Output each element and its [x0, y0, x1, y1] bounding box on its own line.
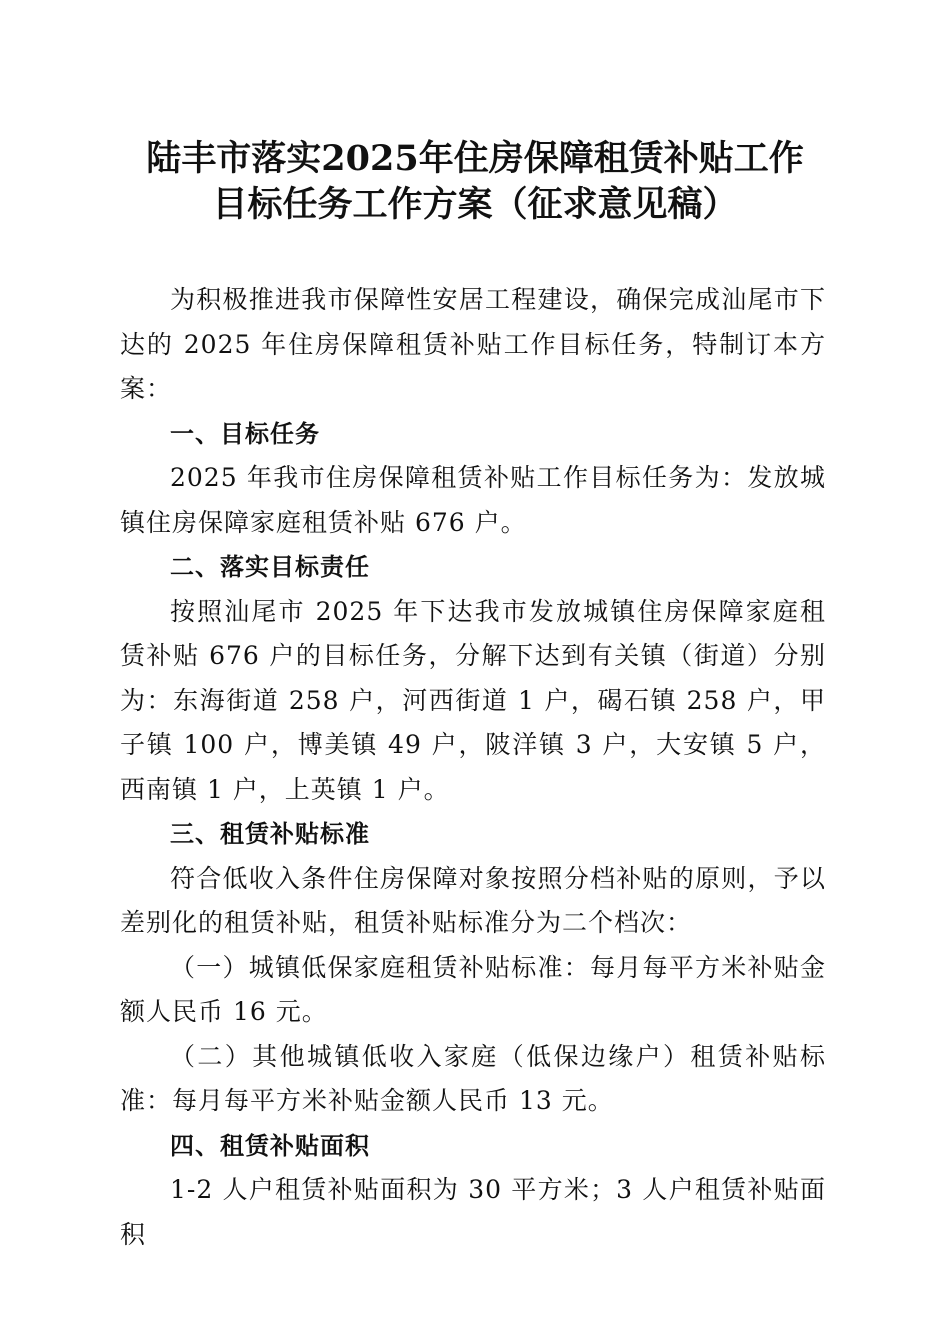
section-1-paragraph: 2025 年我市住房保障租赁补贴工作目标任务为：发放城镇住房保障家庭租赁补贴 676 户。 [120, 463, 826, 537]
section-3-paragraph: 符合低收入条件住房保障对象按照分档补贴的原则，予以差别化的租赁补贴，租赁补贴标准分为二个档次： [120, 863, 826, 937]
document-title-line-2: 目标任务工作方案（征求意见稿） [212, 184, 738, 225]
section-heading-4: 四、租赁补贴面积 [170, 1131, 370, 1160]
section-3-item-2: （二）其他城镇低收入家庭（低保边缘户）租赁补贴标准：每月每平方米补贴金额人民币 13 元。 [120, 1041, 826, 1115]
section-heading-2: 二、落实目标责任 [170, 553, 370, 581]
document-body [120, 278, 826, 1257]
section-4-paragraph: 1-2 人户租赁补贴面积为 30 平方米；3 人户租赁补贴面积 [120, 1175, 826, 1249]
section-3-item-1: （一）城镇低保家庭租赁补贴标准：每月每平方米补贴金额人民币 16 元。 [120, 952, 826, 1026]
document-title-line-1: 陆丰市落实2025年住房保障租赁补贴工作 [146, 138, 804, 179]
section-heading-3: 三、租赁补贴标准 [170, 820, 370, 848]
section-heading-1: 一、目标任务 [170, 419, 320, 448]
intro-paragraph: 为积极推进我市保障性安居工程建设，确保完成汕尾市下达的 2025 年住房保障租赁补贴工作目标任务，特制订本方案： [120, 285, 826, 403]
section-2-paragraph: 按照汕尾市 2025 年下达我市发放城镇住房保障家庭租赁补贴 676 户的目标任务，分解下达到有关镇（街道）分别为：东海街道 258 户，河西街道 1 户，碣石镇 258 户，甲子镇 100 户，博美镇 49 户，陂洋镇 3 户，大安镇 5 户，西南镇 1 户，上英镇 1 户。 [120, 596, 826, 804]
